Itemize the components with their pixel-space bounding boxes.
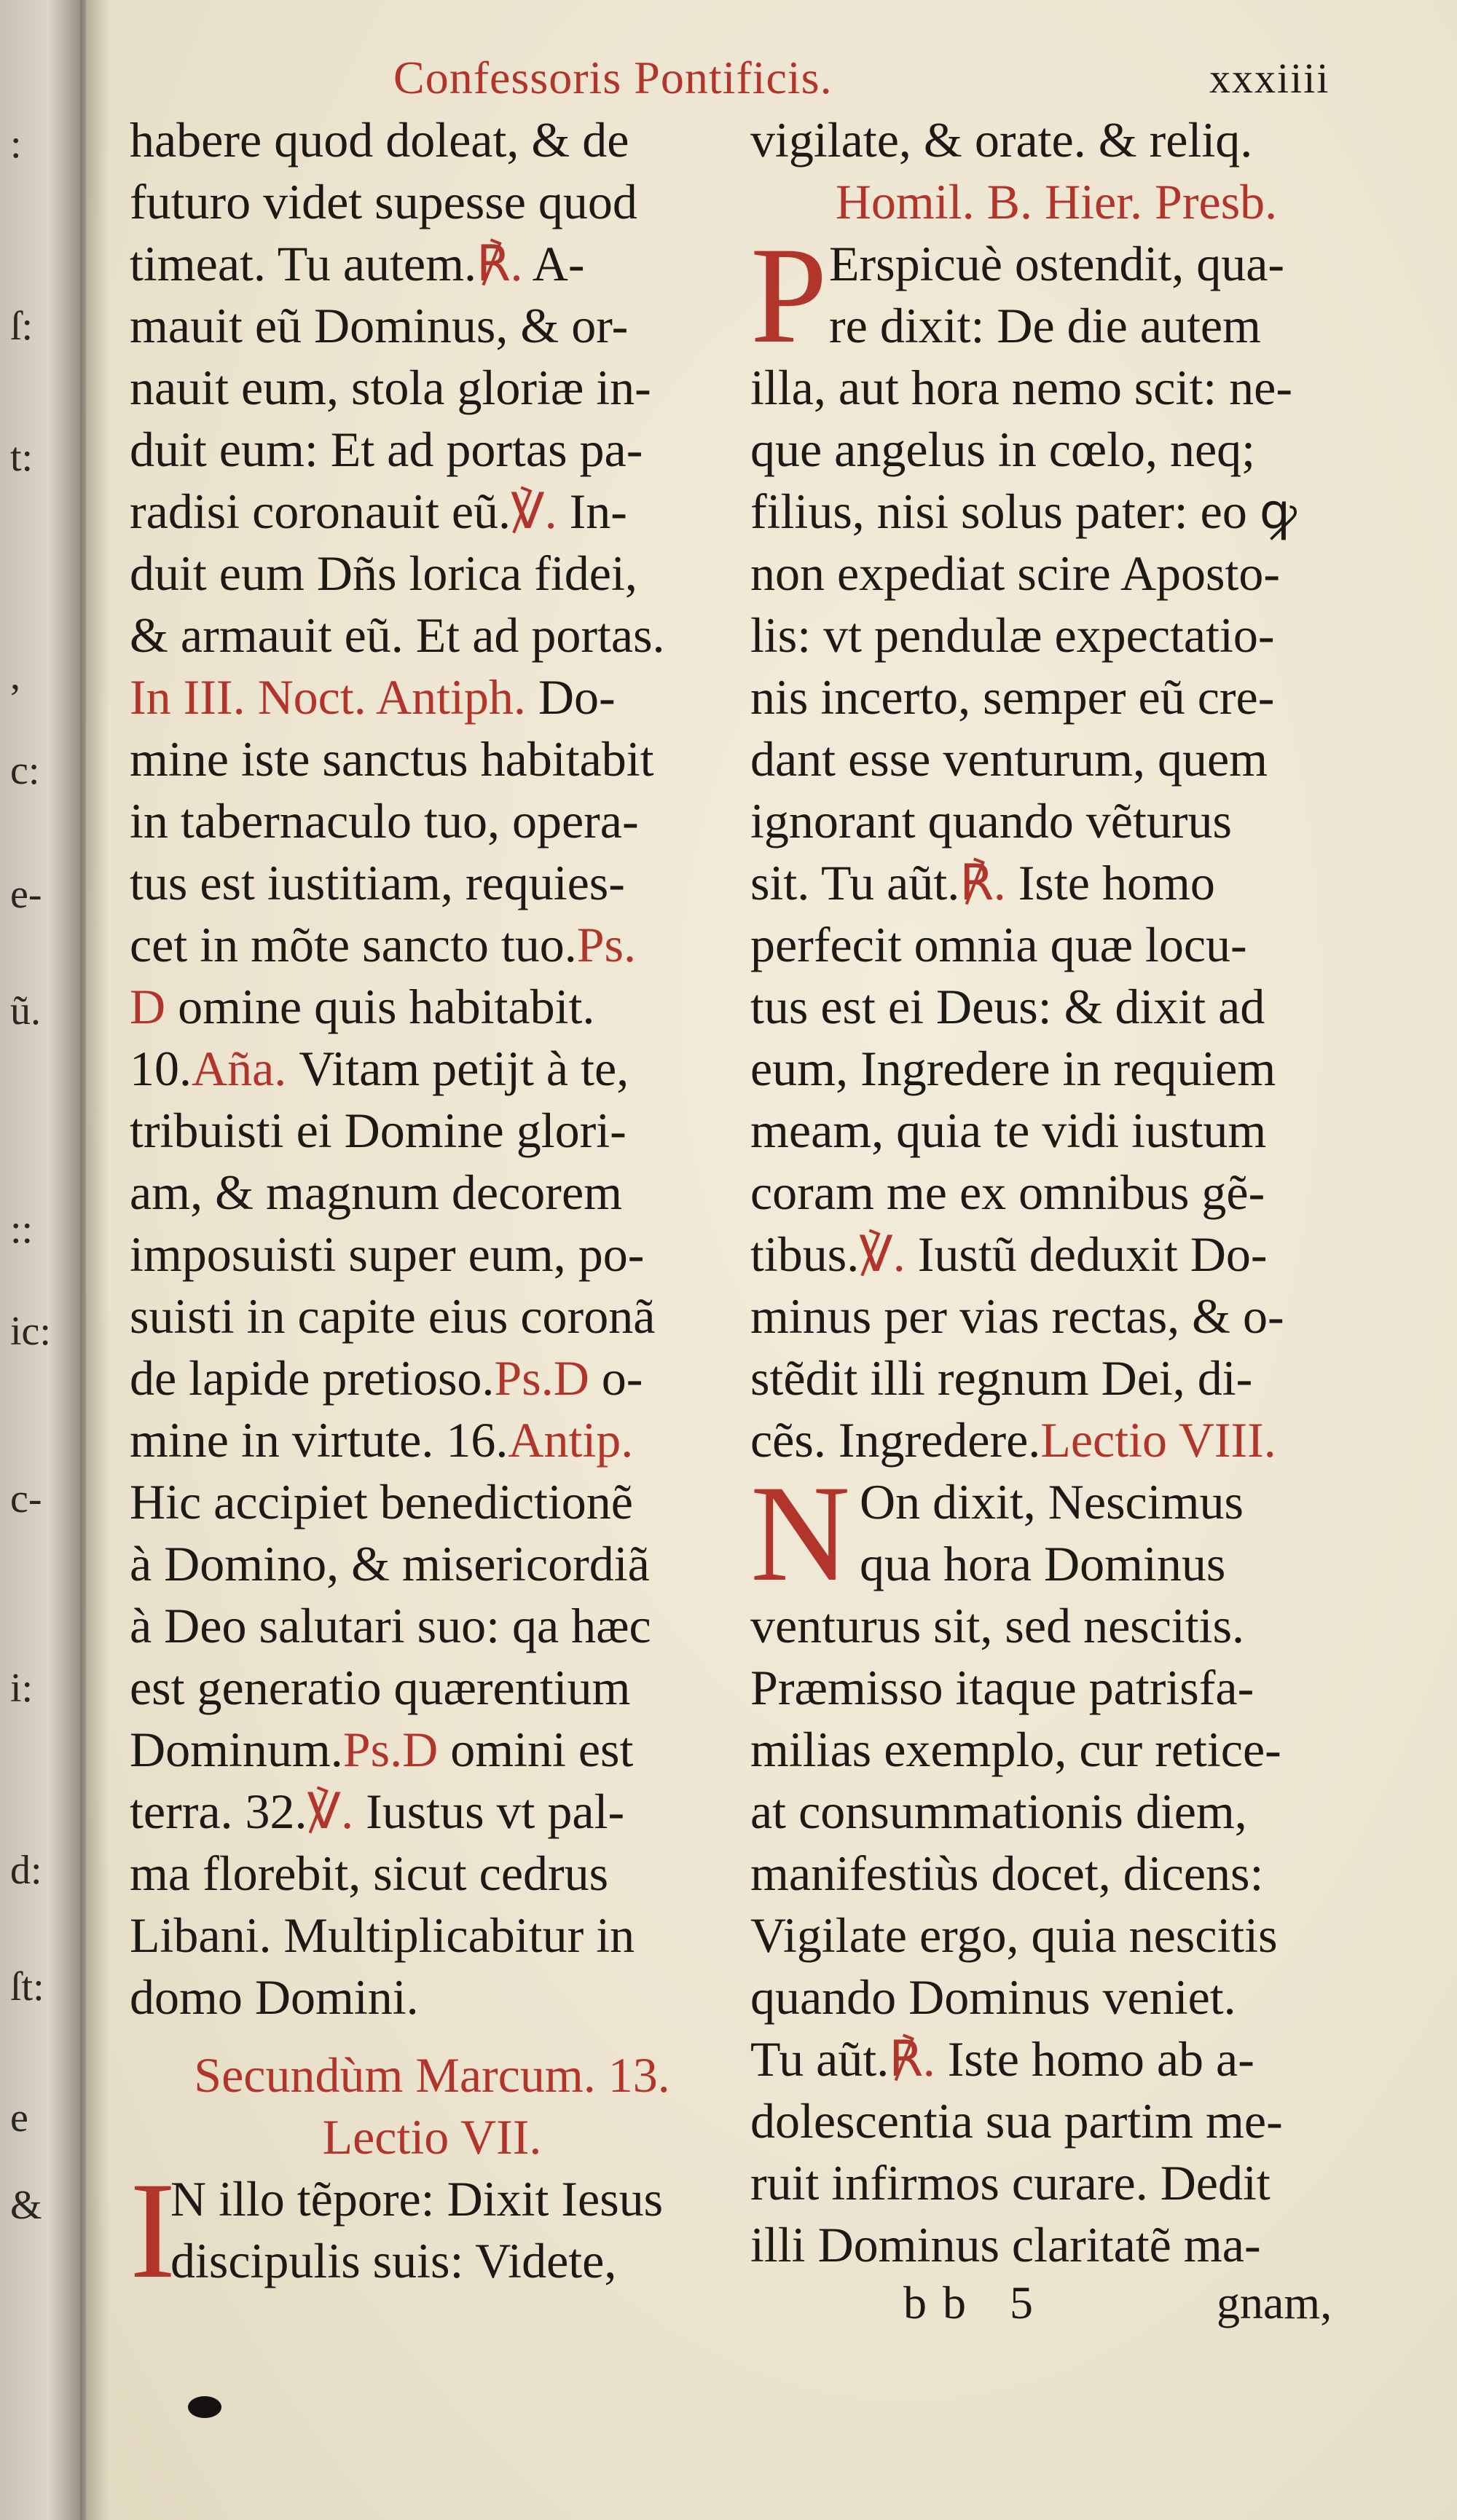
text-line: non expediat scire Aposto- bbox=[750, 546, 1281, 601]
right-column bbox=[750, 109, 1362, 2276]
text-line: venturus sit, sed nescitis. bbox=[750, 1598, 1245, 1653]
prev-page-glyph: d: bbox=[10, 1848, 42, 1893]
text-line: lis: vt pendulæ expectatio- bbox=[750, 607, 1275, 663]
text-line: domo Domini. bbox=[130, 1969, 419, 2025]
prev-page-glyph: ſ: bbox=[10, 304, 34, 349]
text-line: tus est ei Deus: & dixit ad bbox=[750, 979, 1265, 1034]
psalm-initial: D bbox=[130, 979, 166, 1034]
nocturn-heading: In III. Noct. Antiph. bbox=[130, 669, 526, 725]
text-line bbox=[130, 1347, 734, 1409]
text-line: in tabernaculo tuo, opera- bbox=[130, 793, 639, 848]
text-line: ignorant quando vẽturus bbox=[750, 793, 1232, 848]
lectio-viii-opening bbox=[750, 1457, 1362, 1610]
text-line: que angelus in cœlo, neq; bbox=[750, 422, 1256, 477]
text-line: at consummationis diem, bbox=[750, 1784, 1247, 1839]
text-segment: Vitam petijt à te, bbox=[286, 1041, 629, 1096]
text-line: Libani. Multiplicabitur in bbox=[130, 1907, 635, 1963]
text-segment: tibus. bbox=[750, 1226, 860, 1282]
text-line: Vigilate ergo, quia nescitis bbox=[750, 1907, 1278, 1963]
text-line: coram me ex omnibus gẽ- bbox=[750, 1165, 1265, 1220]
text-line: eum, Ingredere in requiem bbox=[750, 1041, 1276, 1096]
text-line: nauit eum, stola gloriæ in- bbox=[130, 360, 651, 415]
prev-page-glyph: ſt: bbox=[10, 1964, 44, 2009]
text-segment: In- bbox=[557, 484, 627, 539]
text-line bbox=[750, 852, 1362, 914]
previous-page-edge bbox=[0, 0, 80, 2520]
lectio-heading: Lectio VIII. bbox=[1040, 1412, 1276, 1468]
left-column bbox=[130, 109, 734, 2307]
homily-opening bbox=[750, 219, 1362, 372]
text-line: & armauit eũ. Et ad portas. bbox=[130, 607, 665, 663]
prev-page-glyph: e- bbox=[10, 872, 42, 917]
text-segment: omine quis habitabit. bbox=[165, 979, 595, 1034]
versicle-mark: ℣. bbox=[307, 1784, 354, 1839]
prev-page-glyph: i: bbox=[10, 1666, 34, 1711]
text-segment: o- bbox=[589, 1350, 643, 1406]
prev-page-glyph: , bbox=[10, 653, 20, 698]
prev-page-glyph: ic: bbox=[10, 1309, 51, 1354]
text-line: milias exemplo, cur retice- bbox=[750, 1722, 1281, 1777]
text-segment: Dominum. bbox=[130, 1722, 343, 1777]
text-segment: 10. bbox=[130, 1041, 192, 1096]
text-segment: Iste homo ab a- bbox=[935, 2031, 1254, 2087]
catchword: gnam, bbox=[1217, 2277, 1332, 2328]
text-line bbox=[130, 481, 734, 543]
text-segment: sit. Tu aũt. bbox=[750, 855, 960, 910]
responsory-mark: ℟. bbox=[889, 2031, 935, 2087]
antiphon-mark: Añа. bbox=[192, 1041, 287, 1096]
gospel-heading: Secundùm Marcum. 13. bbox=[194, 2047, 670, 2103]
text-line: à Domino, & misericordiã bbox=[130, 1536, 650, 1591]
text-segment: Iustũ deduxit Do- bbox=[905, 1226, 1268, 1282]
text-line: duit eum Dñs lorica fidei, bbox=[130, 546, 637, 601]
text-line: vigilate, & orate. & reliq. bbox=[750, 112, 1253, 168]
text-line: discipulis suis: Videte, bbox=[170, 2233, 617, 2288]
text-line: suisti in capite eius coronã bbox=[130, 1288, 656, 1344]
text-line: re dixit: De die autem bbox=[829, 298, 1261, 353]
text-line: am, & magnum decorem bbox=[130, 1165, 623, 1220]
prev-page-glyph: & bbox=[10, 2183, 42, 2228]
running-head: Confessoris Pontificis. bbox=[393, 52, 833, 103]
folio-number: xxxiiii bbox=[1209, 55, 1330, 102]
text-segment: radisi coronauit eũ. bbox=[130, 484, 511, 539]
text-line: imposuisti super eum, po- bbox=[130, 1226, 645, 1282]
text-line bbox=[130, 1409, 734, 1471]
text-line bbox=[130, 1038, 734, 1100]
homily-heading: Homil. B. Hier. Presb. bbox=[835, 174, 1278, 229]
signature-mark: bb 5 bbox=[903, 2277, 1049, 2328]
text-line: mauit eũ Dominus, & or- bbox=[130, 298, 629, 353]
text-segment: cẽs. Ingredere. bbox=[750, 1412, 1041, 1468]
text-line: N illo tẽpore: Dixit Iesus bbox=[170, 2171, 664, 2226]
text-line: tribuisti ei Domine glori- bbox=[130, 1103, 627, 1158]
text-line: Hic accipiet benedictionẽ bbox=[130, 1474, 633, 1529]
versicle-mark: ℣. bbox=[859, 1226, 906, 1282]
text-line: dolescentia sua partim me- bbox=[750, 2093, 1283, 2149]
text-segment: mine in virtute. 16. bbox=[130, 1412, 508, 1468]
versicle-mark: ℣. bbox=[511, 484, 557, 539]
lectio-heading: Lectio VII. bbox=[322, 2109, 542, 2165]
text-line bbox=[130, 1781, 734, 1843]
text-line: quando Dominus veniet. bbox=[750, 1969, 1236, 2025]
text-line: duit eum: Et ad portas pa- bbox=[130, 422, 643, 477]
text-line bbox=[130, 233, 734, 295]
text-line: qua hora Dominus bbox=[860, 1536, 1226, 1591]
text-line: illi Dominus claritatẽ ma- bbox=[750, 2217, 1261, 2272]
text-line: Præmisso itaque patrisfa- bbox=[750, 1660, 1254, 1715]
text-line: meam, quia te vidi iustum bbox=[750, 1103, 1267, 1158]
ink-blot bbox=[188, 2396, 221, 2418]
text-line: tus est iustitiam, requies- bbox=[130, 855, 625, 910]
text-line bbox=[130, 914, 734, 976]
text-line bbox=[130, 666, 734, 728]
text-segment: A- bbox=[522, 236, 585, 291]
text-line: à Deo salutari suo: qa hæc bbox=[130, 1598, 651, 1653]
text-line: ruit infirmos curare. Dedit bbox=[750, 2155, 1271, 2210]
prev-page-glyph: t: bbox=[10, 435, 34, 480]
drop-cap-initial: N bbox=[750, 1457, 851, 1610]
psalm-mark: Ps.D bbox=[494, 1350, 589, 1406]
text-segment: Iste homo bbox=[1005, 855, 1215, 910]
text-line: perfecit omnia quæ locu- bbox=[750, 917, 1247, 972]
text-line: mine iste sanctus habitabit bbox=[130, 731, 654, 787]
text-segment: de lapide pretioso. bbox=[130, 1350, 495, 1406]
antiphon-mark: Antip. bbox=[508, 1412, 634, 1468]
text-segment: Iustus vt pal- bbox=[353, 1784, 625, 1839]
text-line: On dixit, Nescimus bbox=[860, 1474, 1244, 1529]
text-line bbox=[130, 1719, 734, 1781]
text-segment: Do- bbox=[525, 669, 616, 725]
prev-page-glyph: e bbox=[10, 2095, 28, 2141]
text-line: minus per vias rectas, & o- bbox=[750, 1288, 1284, 1344]
lectio-vii-opening bbox=[130, 2154, 734, 2307]
responsory-mark: ℟. bbox=[476, 236, 523, 291]
text-line: Erspicuè ostendit, qua- bbox=[829, 236, 1285, 291]
drop-cap-initial: P bbox=[750, 219, 828, 372]
text-line: futuro videt supesse quod bbox=[130, 174, 637, 229]
text-segment: terra. 32. bbox=[130, 1784, 307, 1839]
prev-page-glyph: : bbox=[10, 122, 22, 167]
text-segment: Tu aũt. bbox=[750, 2031, 889, 2087]
text-line: ma florebit, sicut cedrus bbox=[130, 1846, 609, 1901]
text-line bbox=[130, 976, 734, 1038]
gutter-shadow bbox=[80, 0, 109, 2520]
text-line: est generatio quærentium bbox=[130, 1660, 631, 1715]
text-line: dant esse venturum, quem bbox=[750, 731, 1268, 787]
text-segment: timeat. Tu autem. bbox=[130, 236, 476, 291]
text-line bbox=[750, 1224, 1362, 1285]
text-line: manifestiùs docet, dicens: bbox=[750, 1846, 1264, 1901]
psalm-mark: Ps.D bbox=[342, 1722, 439, 1777]
text-line bbox=[750, 2028, 1362, 2090]
text-line: illa, aut hora nemo scit: ne- bbox=[750, 360, 1292, 415]
drop-cap-initial: I bbox=[130, 2154, 176, 2307]
prev-page-glyph: :: bbox=[10, 1207, 34, 1252]
text-line: nis incerto, semper eũ cre- bbox=[750, 669, 1275, 725]
text-line: habere quod doleat, & de bbox=[130, 112, 629, 168]
text-line: stẽdit illi regnum Dei, di- bbox=[750, 1350, 1253, 1406]
prev-page-glyph: c: bbox=[10, 748, 40, 793]
prev-page-glyph: c- bbox=[10, 1476, 42, 1521]
psalm-mark: Ps. bbox=[576, 917, 637, 972]
text-segment: omini est bbox=[438, 1722, 634, 1777]
text-segment: cet in mõte sancto tuo. bbox=[130, 917, 577, 972]
responsory-mark: ℟. bbox=[959, 855, 1006, 910]
text-line: filius, nisi solus pater: eo ꝙ bbox=[750, 484, 1297, 539]
prev-page-glyph: ũ. bbox=[10, 988, 41, 1033]
